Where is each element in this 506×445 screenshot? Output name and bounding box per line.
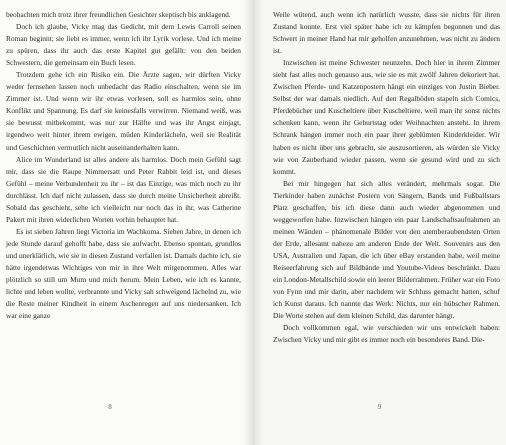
page-number: 9 [377, 403, 382, 411]
left-page-text [6, 9, 241, 322]
right-page-text [273, 9, 500, 346]
paragraph: Alice im Wunderland ist alles andere als harmlos. Doch mein Gefühl sagt mir, dass sie die Raupe Nimmersatt und Peter Rabbit leid ist, und dieses Gefühl – meine Verbundenheit zu ihr – ist das Einzige, was mich noch zu ihr durchlässt. Ich darf nicht zulassen, dass sie durch meine Unsicherheit abreißt. Sobald das geschieht, sehe ich vielleicht nur noch das in ihr, was Catherine Pakert mit ihren widerlichen Worten vorhin behauptet hat. [6, 154, 241, 224]
right-page [253, 0, 506, 445]
paragraph: Weile wütend, auch wenn ich natürlich wusste, dass sie nichts für ihren Zustand konnte. Erst viel später habe ich zu kämpfen begonnen und das Schwert in meiner Hand hat mir geholfen anzunehmen, was nicht zu ändern ist. [273, 10, 500, 56]
paragraph: Doch ich glaube, Vicky mag das Gedicht, mit dem Lewis Carroll seinen Roman beginnt; sie liebt es immer, wenn ich ihr Lyrik vorlese. Und ich meine zu spüren, dass ihr auch das erste Kapitel gut gefällt: von den beiden Schwestern, die gemeinsam ein Buch lesen. [6, 22, 241, 68]
paragraph: Inzwischen ist meine Schwester neunzehn. Doch hier in ihrem Zimmer sieht fast alles noch genauso aus, wie sie es mit zwölf Jahren dekoriert hat. Zwischen Pferde- und Katzenpostern hängt ein einziges von Justin Bieber. Selbst der war damals niedlich. Auf den Regalböden stapeln sich Comics, Pferdebücher und Kuscheltiere über Kuscheltiere, weil man ihr sonst nichts schenken kann, wenn ihr Geburtstag oder Weihnachten ansteht. In ihrem Schrank hängen immer noch ein paar ihrer geblümten Kinderkleider. Wir haben es nicht über uns gebracht, sie auszusortieren, als würden sie Vicky wie von Zauberhand wieder passen, wenn sie gesund wird und zu sich kommt. [273, 58, 500, 176]
paragraph: Trotzdem gehe ich ein Risiko ein. Die Ärzte sagen, wir dürften Vicky weder fernsehen lassen noch unbedacht das Radio einschalten, wenn sie im Zimmer ist. Und wenn wir ihr etwas vorlesen, soll es harmlos sein, ohne Konflikt und Spannung. Es darf sie keinesfalls verwirren. Niemand weiß, was sie bewusst mitbekommt, was nur zur Hälfte und was ihr Angst einjagt, irgendwo weit hinter ihrem ewigen, müden Kinderlächeln, weil sie Realität und Geschichten vermutlich nicht auseinanderhalten kann. [6, 70, 241, 152]
paragraph: Doch vollkommen egal, wie verschieden wir uns entwickelt haben: Zwischen Vicky und mir gibt es immer noch ein besonderes Band. Die- [273, 323, 500, 345]
page-number: 8 [108, 403, 112, 411]
paragraph: Es ist sieben Jahren liegt Victoria im Wachkoma. Sieben Jahre, in denen ich jede Stunde darauf gehofft habe, dass sie aufwacht. Ebenso spontan, grundlos und unerklärlich, wie sie in diesen Zustand verfallen ist. Damals dachte ich, sie hätte irgendetwas Wichtiges von mir in ihre Welt mitgenommen. Alles war plötzlich so still um Mum und mich herum. Mein Leben, wie ich es kannte, lichte und leben wollte, verbrannte und Vicky sah schweigend lächelnd zu, wie die Reste meiner Kindheit in einem Aschenregen auf uns niedersanken. Ich war eine ganze [6, 226, 241, 321]
paragraph: Bei mir hingegen hat sich alles verändert, mehrmals sogar. Die Tierkinder haben zunächst Postern von Sängern, Bands und Fußballstars Platz geschaffen, bis ich diese dann auch wieder abgenommen und weggeworfen habe. Inzwischen hängen ein paar Landschaftsaufnahmen an meinen Wänden – phänomenale Bilder von den atemberaubendsten Orten der Erde, allesamt nahezu am anderen Ende der Welt. Souvenirs aus den USA, Australien und Japan, die ich über eBay erstanden habe, weil meine Reiseerfahrung sich auf Bildbände und Youtube-Videos beschränkt. Dazu ein London-Metallschild sowie ein leerer Bilderrahmen. Früher war ein Foto von Fynn und mir darin, aber nachdem wir Schluss gemacht hatten, schuf ich Kunst daraus. Ich nannte das Werk: Nichts, nur ein hübscher Rahmen. Die Worte stehen auf dem kleinen Schild, das darunter hängt. [273, 178, 500, 321]
paragraph: beobachten mich trotz ihrer freundlichen Gesichter skeptisch bis anklagend. [6, 10, 231, 19]
